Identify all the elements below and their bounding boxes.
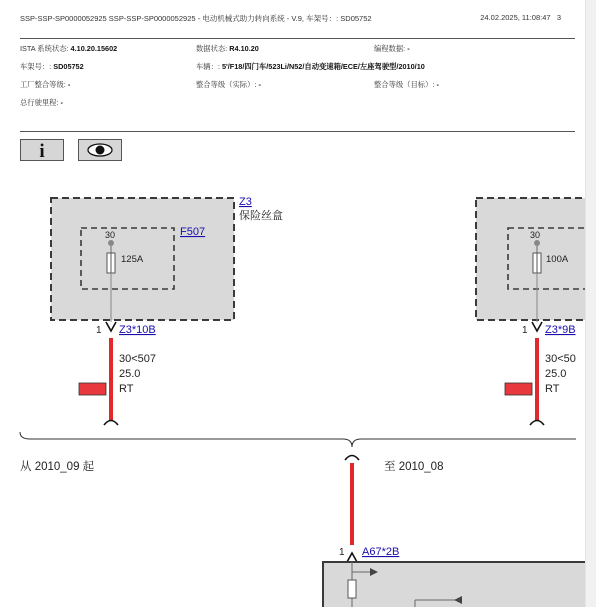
left-connector-chevron-icon — [106, 322, 116, 331]
factory-level-label: 工厂整合等级: — [20, 80, 68, 89]
meta-vin — [20, 62, 84, 72]
right-pin-bottom: 1 — [522, 325, 528, 336]
target-level-label: 整合等级（目标）: — [374, 80, 437, 89]
left-pin-bottom: 1 — [96, 325, 102, 336]
left-wire-break-icon — [104, 421, 118, 426]
vin-value: SD05752 — [53, 62, 84, 71]
meta-target-level — [374, 80, 439, 90]
mileage-value: - — [60, 98, 63, 107]
svg-text:i: i — [39, 141, 45, 160]
left-wire-ref: 30<507 — [119, 353, 157, 365]
right-pin-top: 30 — [530, 230, 541, 240]
programming-label: 编程数据: — [374, 44, 408, 53]
vehicle-label: 车辆：: — [196, 62, 222, 71]
actual-level-value: - — [258, 80, 261, 89]
bottom-connector-link[interactable]: A67*2B — [362, 546, 400, 558]
programming-value: - — [407, 44, 410, 53]
info-button[interactable] — [20, 139, 64, 161]
target-level-value: - — [436, 80, 439, 89]
right-fuse-rating: 100A — [546, 254, 569, 265]
center-wire-break-icon — [345, 456, 359, 461]
document-title: SSP-SSP-SP0000052925 SSP-SSP-SP0000052925 - 电动机械式助力转向系统 - V.9, 车架号：: SD05752 — [20, 14, 372, 23]
bottom-connector-chevron-icon — [347, 553, 357, 562]
document-datetime: 24.02.2025, 11:08:47 — [480, 13, 551, 22]
vin-label: 车架号：: — [20, 62, 54, 71]
right-terminal-dot — [534, 240, 540, 246]
right-wire-size: 25.0 — [545, 368, 567, 380]
right-wire-ref: 30<50 — [545, 353, 576, 365]
meta-divider — [20, 131, 575, 132]
mileage-label: 总行驶里程: — [20, 98, 61, 107]
eps-control-unit-box — [323, 562, 586, 607]
left-fuse-rating: 125A — [121, 254, 144, 265]
fuse-id-link[interactable]: F507 — [180, 226, 206, 238]
left-fuse-box — [51, 196, 283, 336]
info-icon — [21, 140, 63, 160]
actual-level-label: 整合等级（实际）: — [196, 80, 259, 89]
right-wire-break-icon — [530, 421, 544, 426]
view-button[interactable] — [78, 139, 122, 161]
right-color-swatch — [505, 383, 532, 395]
variant-brace — [20, 432, 576, 447]
ista-label: ISTA 系统状态: — [20, 44, 71, 53]
left-wire-color: RT — [119, 383, 134, 395]
eye-icon — [79, 140, 121, 160]
meta-factory-level — [20, 80, 70, 90]
wiring-diagram — [0, 170, 586, 607]
meta-ista — [20, 44, 117, 54]
right-connector-link[interactable]: Z3*9B — [545, 324, 576, 336]
meta-vehicle — [196, 62, 425, 72]
from-date-label: 从 2010_09 起 — [20, 461, 95, 473]
meta-actual-level — [196, 80, 261, 90]
data-status-label: 数据状态: — [196, 44, 230, 53]
right-wire-color: RT — [545, 383, 560, 395]
meta-programming — [374, 44, 410, 54]
document-timestamp — [480, 13, 561, 22]
to-date-label: 至 2010_08 — [384, 461, 444, 473]
meta-data-status — [196, 44, 259, 54]
header-divider — [20, 38, 575, 39]
bottom-fuse-icon — [348, 580, 356, 598]
data-status-value: R4.10.20 — [229, 44, 259, 53]
box-id-link[interactable]: Z3 — [239, 196, 252, 208]
left-terminal-dot — [108, 240, 114, 246]
meta-mileage — [20, 98, 63, 108]
page-number: 3 — [556, 13, 561, 22]
bottom-pin: 1 — [339, 547, 345, 558]
box-name: 保险丝盒 — [239, 210, 283, 222]
fuse-box-right — [476, 198, 586, 320]
vehicle-value: 5'/F18/四门车/523Li/N52/自动变速箱/ECE/左座驾驶型/2010/10 — [221, 62, 425, 71]
left-pin-top: 30 — [105, 230, 116, 240]
right-connector-chevron-icon — [532, 322, 542, 331]
right-fuse-box — [476, 198, 586, 336]
left-color-swatch — [79, 383, 106, 395]
factory-level-value: - — [67, 80, 71, 89]
left-wire-size: 25.0 — [119, 368, 141, 380]
left-connector-link[interactable]: Z3*10B — [119, 324, 156, 336]
ista-value: 4.10.20.15602 — [70, 44, 118, 53]
vertical-scrollbar[interactable] — [585, 0, 596, 607]
